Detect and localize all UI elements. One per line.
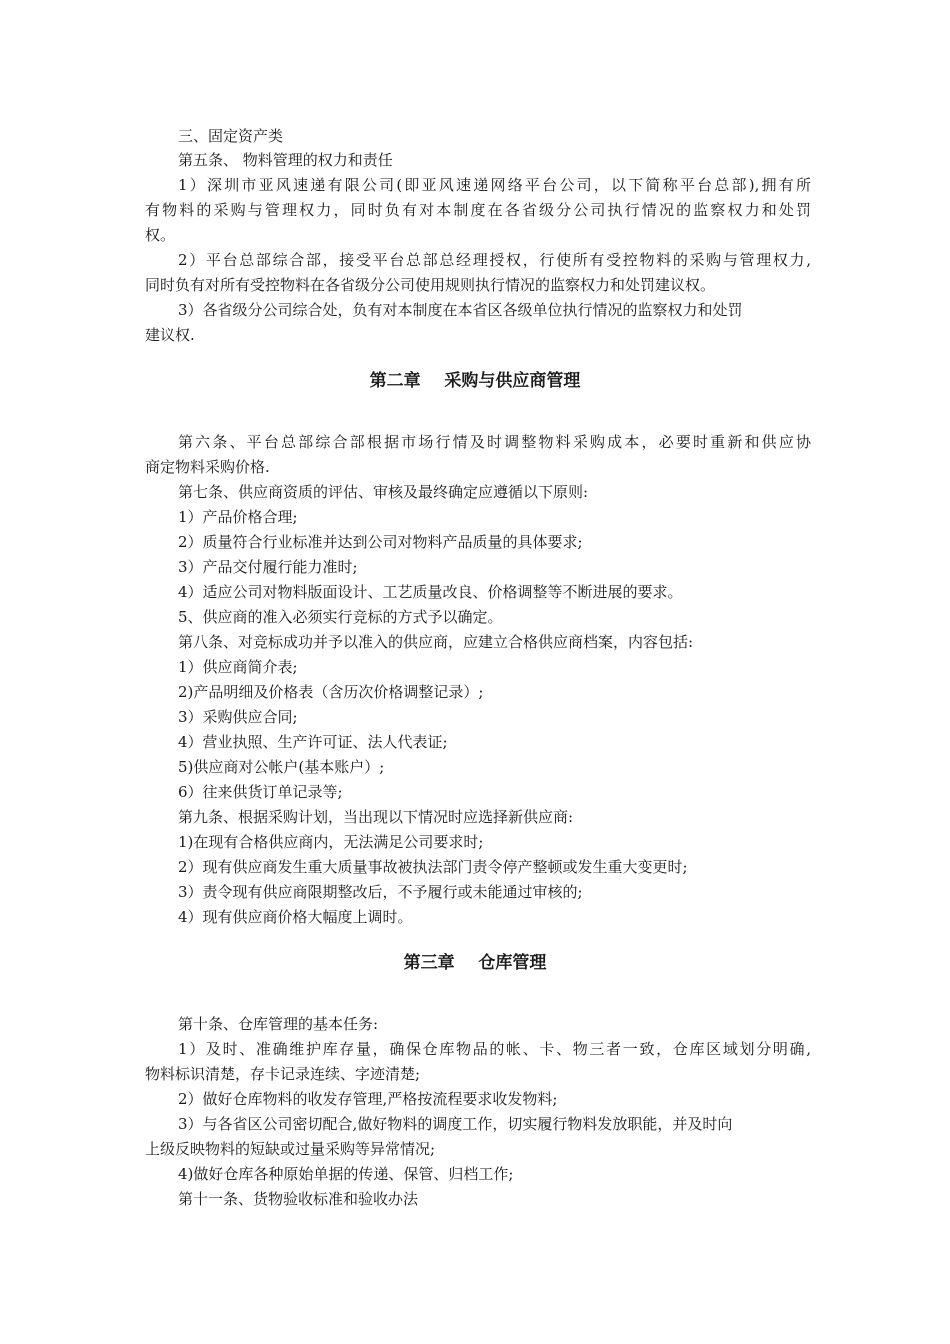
article-10-paragraph-2: 2）做好仓库物料的收发存管理,严格按流程要求收发物料; xyxy=(178,1090,558,1108)
article-9-item-4: 4）现有供应商价格大幅度上调时。 xyxy=(178,908,413,926)
article-8-item-2: 2)产品明细及价格表（含历次价格调整记录）; xyxy=(178,683,484,701)
article-8-item-5: 5)供应商对公帐户(基本账户）; xyxy=(178,758,385,776)
article-5-paragraph-1-line-2: 有物料的采购与管理权力，同时负有对本制度在各省级分公司执行情况的监察权力和处罚 xyxy=(145,201,811,219)
article-8-item-6: 6）往来供货订单记录等; xyxy=(178,783,343,801)
article-11-title: 第十一条、货物验收标准和验收办法 xyxy=(178,1190,419,1208)
article-5-paragraph-3-line-2: 建议权. xyxy=(145,326,195,344)
article-10-paragraph-3-line-2: 上级反映物料的短缺或过量采购等异常情况; xyxy=(145,1140,436,1158)
chapter-3-heading: 第三章 仓库管理 xyxy=(403,953,547,973)
article-5-paragraph-2-line-2: 同时负有对所有受控物料在各省级分公司使用规则执行情况的监察权力和处罚建议权。 xyxy=(145,276,716,294)
article-5-paragraph-1-line-1: 1）深圳市亚风速递有限公司(即亚风速递网络平台公司，以下简称平台总部),拥有所 xyxy=(178,176,811,194)
article-10-paragraph-3-line-1: 3）与各省区公司密切配合,做好物料的调度工作，切实履行物料发放职能，并及时向 xyxy=(178,1115,733,1133)
article-9-item-3: 3）责令现有供应商限期整改后，不予履行或未能通过审核的; xyxy=(178,883,583,901)
article-8-item-4: 4）营业执照、生产许可证、法人代表证; xyxy=(178,733,448,751)
chapter-2-heading: 第二章 采购与供应商管理 xyxy=(369,371,581,391)
article-10-paragraph-1-line-1: 1）及时、准确维护库存量，确保仓库物品的帐、卡、物三者一致，仓库区域划分明确, xyxy=(178,1040,811,1058)
article-6-line-2: 商定物料采购价格. xyxy=(145,458,270,476)
article-5-title: 第五条、 物料管理的权力和责任 xyxy=(178,151,393,169)
article-10-paragraph-4: 4)做好仓库各种原始单据的传递、保管、归档工作; xyxy=(178,1165,514,1183)
article-6-line-1: 第六条、平台总部综合部根据市场行情及时调整物料采购成本，必要时重新和供应协 xyxy=(178,433,811,451)
category-label: 三、固定资产类 xyxy=(178,127,284,145)
article-7-item-1: 1）产品价格合理; xyxy=(178,508,298,526)
article-7-item-5: 5、供应商的准入必须实行竞标的方式予以确定。 xyxy=(178,608,503,626)
article-8-item-3: 3）采购供应合同; xyxy=(178,708,298,726)
article-8-title: 第八条、对竞标成功并予以准入的供应商，应建立合格供应商档案，内容包括: xyxy=(178,633,694,651)
article-7-item-3: 3）产品交付履行能力准时; xyxy=(178,558,358,576)
article-5-paragraph-3-line-1: 3）各省级分公司综合处，负有对本制度在本省区各级单位执行情况的监察权力和处罚 xyxy=(178,301,743,319)
article-7-item-2: 2）质量符合行业标准并达到公司对物料产品质量的具体要求; xyxy=(178,533,583,551)
article-7-item-4: 4）适应公司对物料版面设计、工艺质量改良、价格调整等不断进展的要求。 xyxy=(178,583,683,601)
article-9-item-1: 1)在现有合格供应商内，无法满足公司要求时; xyxy=(178,833,484,851)
article-7-title: 第七条、供应商资质的评估、审核及最终确定应遵循以下原则: xyxy=(178,483,589,501)
article-8-item-1: 1）供应商简介表; xyxy=(178,658,298,676)
article-5-paragraph-2-line-1: 2）平台总部综合部，接受平台总部总经理授权，行使所有受控物料的采购与管理权力, xyxy=(178,251,811,269)
article-10-paragraph-1-line-2: 物料标识清楚，存卡记录连续、字迹清楚; xyxy=(145,1065,421,1083)
article-5-paragraph-1-line-3: 权。 xyxy=(145,226,176,244)
article-10-title: 第十条、仓库管理的基本任务: xyxy=(178,1015,379,1033)
article-9-title: 第九条、根据采购计划，当出现以下情况时应选择新供应商: xyxy=(178,808,574,826)
article-9-item-2: 2）现有供应商发生重大质量事故被执法部门责令停产整顿或发生重大变更时; xyxy=(178,858,688,876)
